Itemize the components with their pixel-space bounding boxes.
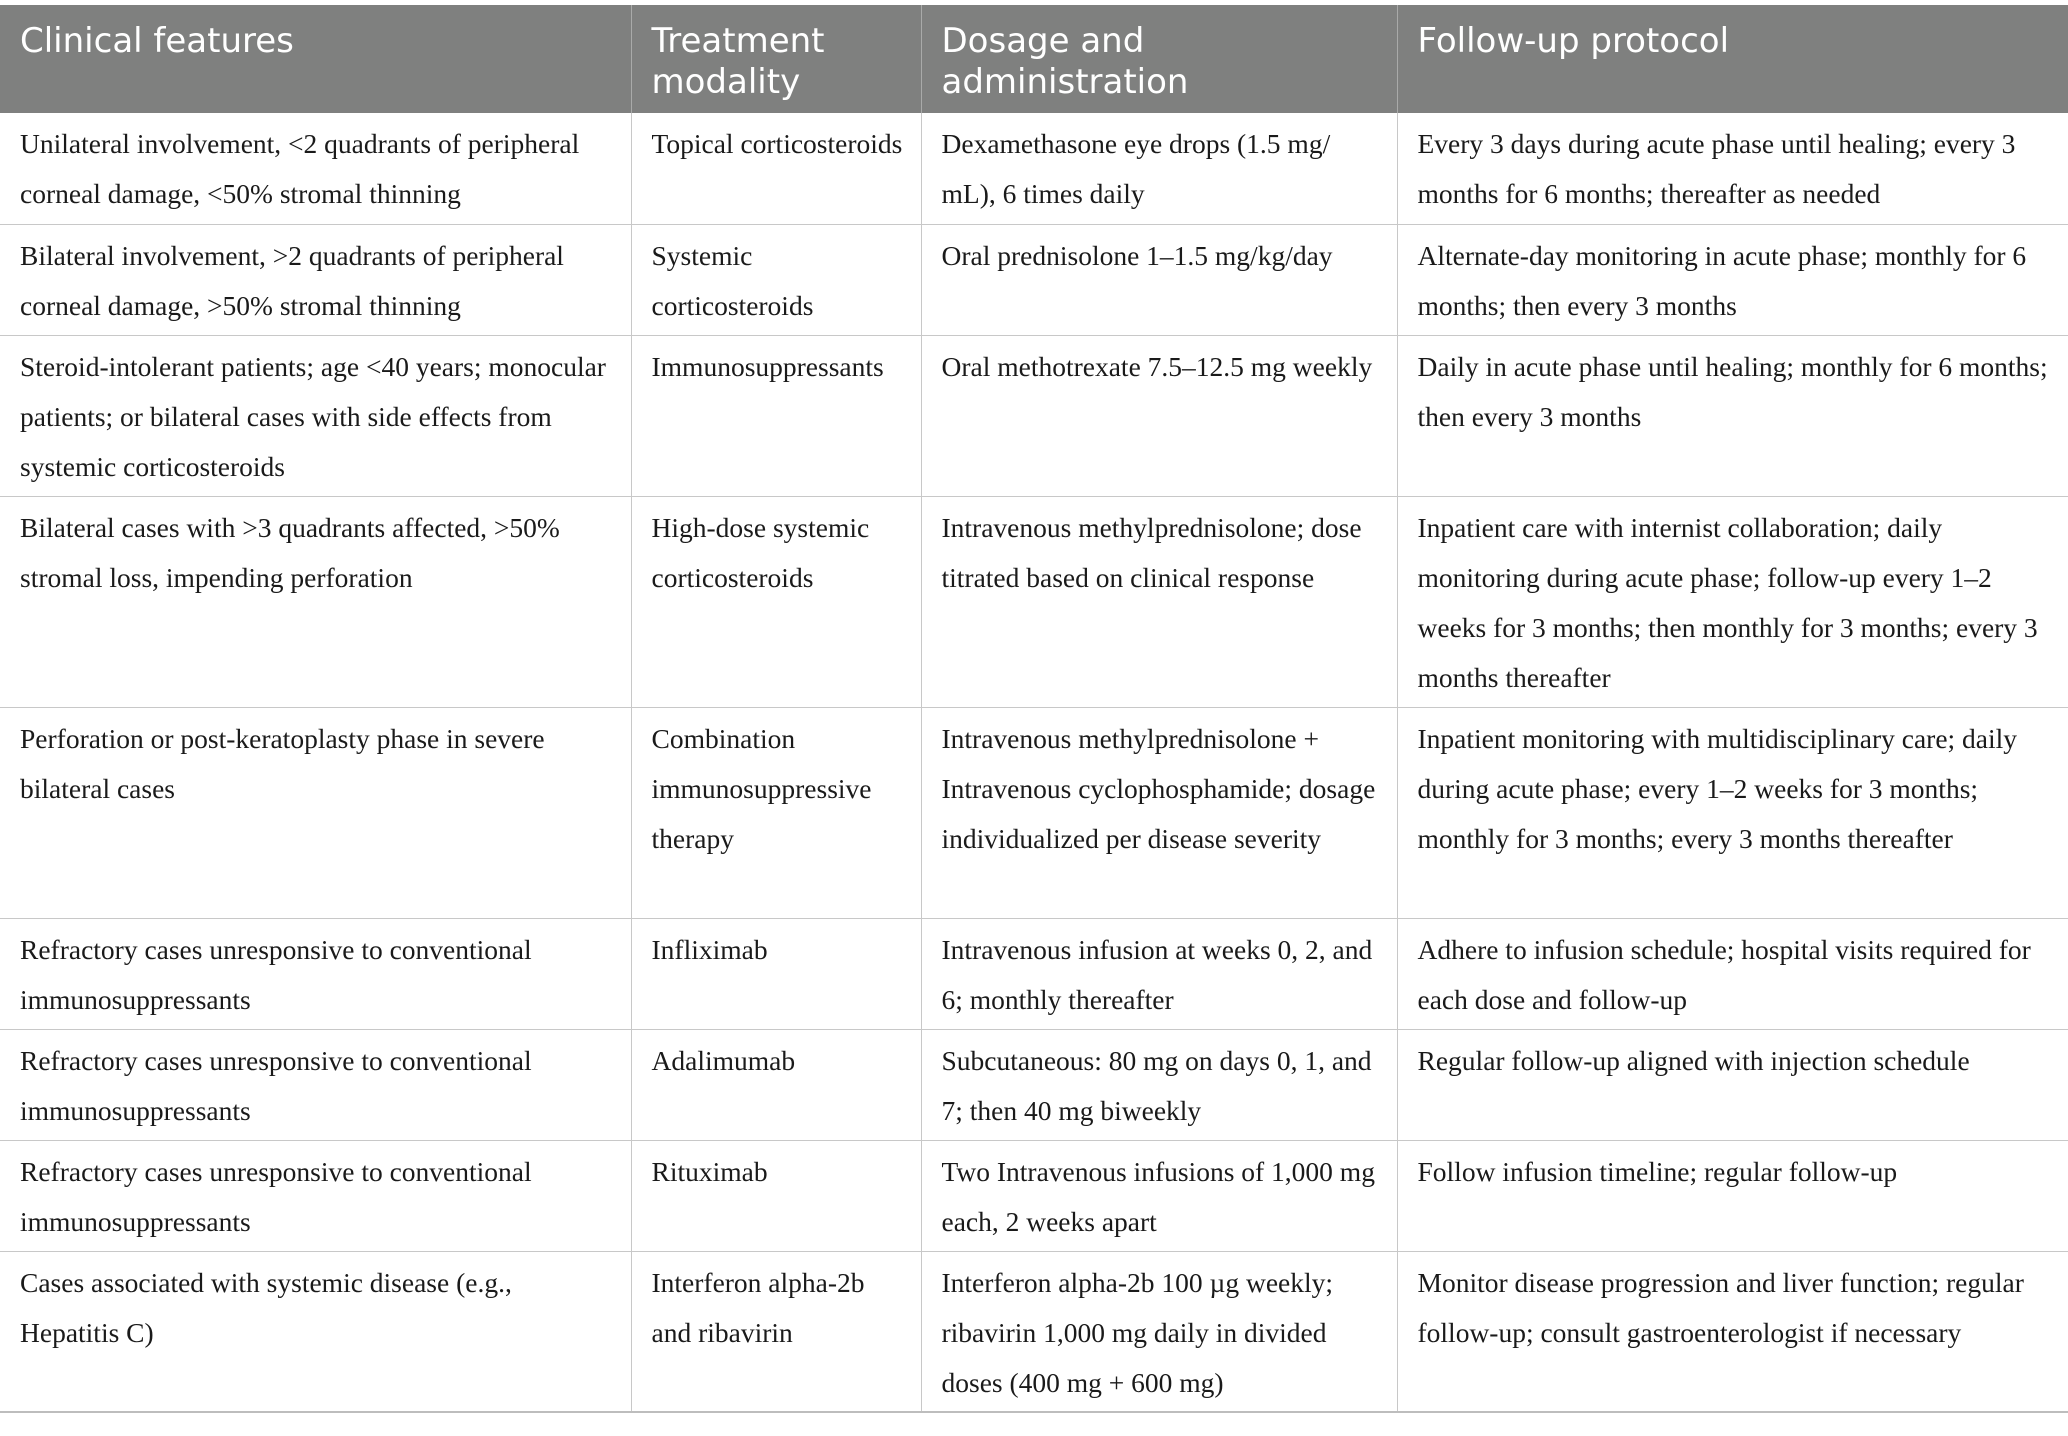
cell-clinical-features: Unilateral involvement, <2 quadrants of peripheral corneal damage, <50% stromal thinning	[0, 113, 631, 224]
header-follow-up-protocol: Follow-up protocol	[1397, 5, 2068, 113]
cell-treatment-modality: Adalimumab	[631, 1029, 921, 1140]
cell-dosage: Intravenous methylprednisolone; dose titrated based on clinical response	[921, 496, 1397, 707]
header-dosage-administration: Dosage and administration	[921, 5, 1397, 113]
cell-follow-up: Follow infusion timeline; regular follow-up	[1397, 1140, 2068, 1251]
cell-clinical-features: Bilateral cases with >3 quadrants affected, >50% stromal loss, impending perforation	[0, 496, 631, 707]
table-row	[0, 1251, 2068, 1412]
cell-clinical-features: Steroid-intolerant patients; age <40 years; monocular patients; or bilateral cases with side effects from systemic corticosteroids	[0, 335, 631, 496]
cell-dosage: Subcutaneous: 80 mg on days 0, 1, and 7; then 40 mg biweekly	[921, 1029, 1397, 1140]
cell-dosage: Oral methotrexate 7.5–12.5 mg weekly	[921, 335, 1397, 496]
table-row	[0, 918, 2068, 1029]
cell-dosage: Interferon alpha-2b 100 µg weekly; ribavirin 1,000 mg daily in divided doses (400 mg + 600 mg)	[921, 1251, 1397, 1412]
cell-follow-up: Adhere to infusion schedule; hospital visits required for each dose and follow-up	[1397, 918, 2068, 1029]
cell-dosage: Intravenous methylprednisolone + Intravenous cyclophosphamide; dosage individualized per disease severity	[921, 707, 1397, 918]
table-row	[0, 496, 2068, 707]
cell-follow-up: Inpatient monitoring with multidisciplinary care; daily during acute phase; every 1–2 weeks for 3 months; monthly for 3 months; every 3 months thereafter	[1397, 707, 2068, 918]
cell-dosage: Intravenous infusion at weeks 0, 2, and 6; monthly thereafter	[921, 918, 1397, 1029]
cell-treatment-modality: Infliximab	[631, 918, 921, 1029]
treatment-table	[0, 5, 2068, 1413]
cell-clinical-features: Refractory cases unresponsive to conventional immunosuppressants	[0, 918, 631, 1029]
cell-treatment-modality: Interferon alpha-2b and ribavirin	[631, 1251, 921, 1412]
cell-treatment-modality: Topical corticosteroids	[631, 113, 921, 224]
cell-treatment-modality: High-dose systemic corticosteroids	[631, 496, 921, 707]
table-row	[0, 224, 2068, 335]
header-treatment-modality: Treatment modality	[631, 5, 921, 113]
table-row	[0, 113, 2068, 224]
table-body	[0, 113, 2068, 1412]
cell-dosage: Dexamethasone eye drops (1.5 mg/ mL), 6 times daily	[921, 113, 1397, 224]
treatment-table-container	[0, 5, 2068, 1413]
cell-clinical-features: Refractory cases unresponsive to conventional immunosuppressants	[0, 1140, 631, 1251]
cell-dosage: Two Intravenous infusions of 1,000 mg each, 2 weeks apart	[921, 1140, 1397, 1251]
table-row	[0, 1029, 2068, 1140]
cell-follow-up: Inpatient care with internist collaboration; daily monitoring during acute phase; follow-up every 1–2 weeks for 3 months; then monthly for 3 months; every 3 months thereafter	[1397, 496, 2068, 707]
cell-clinical-features: Bilateral involvement, >2 quadrants of peripheral corneal damage, >50% stromal thinning	[0, 224, 631, 335]
cell-follow-up: Every 3 days during acute phase until healing; every 3 months for 6 months; thereafter as needed	[1397, 113, 2068, 224]
table-row	[0, 335, 2068, 496]
table-header	[0, 5, 2068, 113]
header-row	[0, 5, 2068, 113]
table-row	[0, 1140, 2068, 1251]
header-clinical-features: Clinical features	[0, 5, 631, 113]
cell-follow-up: Alternate-day monitoring in acute phase; monthly for 6 months; then every 3 months	[1397, 224, 2068, 335]
cell-treatment-modality: Systemic corticosteroids	[631, 224, 921, 335]
cell-dosage: Oral prednisolone 1–1.5 mg/kg/day	[921, 224, 1397, 335]
cell-follow-up: Monitor disease progression and liver function; regular follow-up; consult gastroenterologist if necessary	[1397, 1251, 2068, 1412]
cell-treatment-modality: Combination immunosuppressive therapy	[631, 707, 921, 918]
cell-clinical-features: Cases associated with systemic disease (e.g., Hepatitis C)	[0, 1251, 631, 1412]
cell-treatment-modality: Rituximab	[631, 1140, 921, 1251]
table-row	[0, 707, 2068, 918]
cell-clinical-features: Refractory cases unresponsive to conventional immunosuppressants	[0, 1029, 631, 1140]
cell-follow-up: Regular follow-up aligned with injection schedule	[1397, 1029, 2068, 1140]
cell-clinical-features: Perforation or post-keratoplasty phase in severe bilateral cases	[0, 707, 631, 918]
cell-follow-up: Daily in acute phase until healing; monthly for 6 months; then every 3 months	[1397, 335, 2068, 496]
cell-treatment-modality: Immunosuppressants	[631, 335, 921, 496]
